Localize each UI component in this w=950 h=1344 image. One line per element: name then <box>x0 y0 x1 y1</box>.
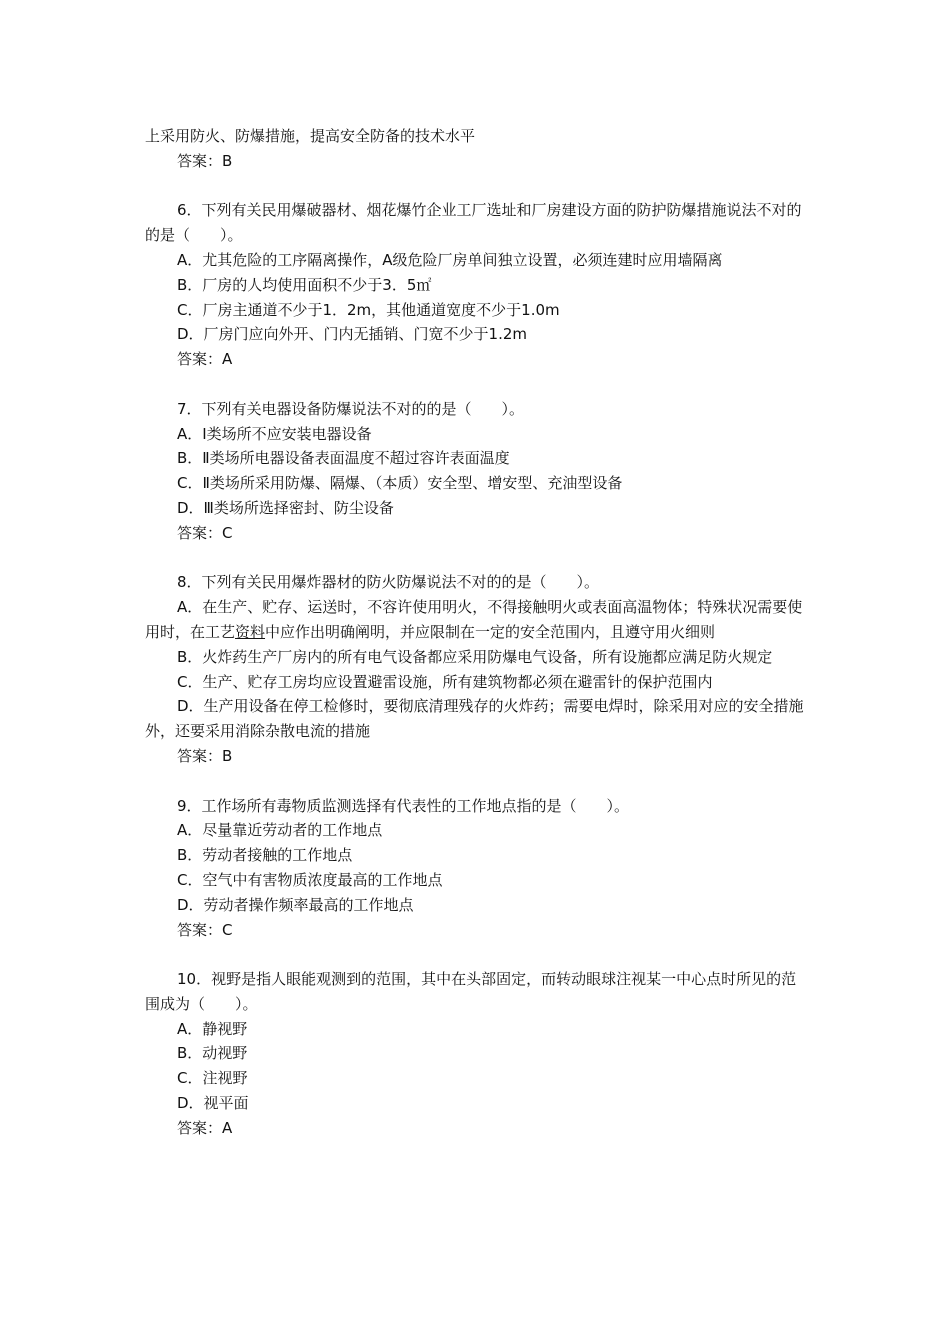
option-d: D．Ⅲ类场所选择密封、防尘设备 <box>177 498 394 517</box>
option-d: D．劳动者操作频率最高的工作地点 <box>177 895 414 914</box>
option-b: B．火炸药生产厂房内的所有电气设备都应采用防爆电气设备，所有设施都应满足防火规定 <box>177 647 773 666</box>
option-a-text-end: 中应作出明确阐明，并应限制在一定的安全范围内，且遵守用火细则 <box>265 622 716 641</box>
answer: 答案：C <box>177 920 233 939</box>
prev-question-answer: 答案：B <box>177 151 233 170</box>
option-c: C．注视野 <box>177 1069 248 1088</box>
question-6 <box>145 198 805 372</box>
document-page <box>145 124 805 1141</box>
question-8 <box>145 570 805 768</box>
spacer <box>145 372 805 397</box>
question-stem: 10．视野是指人眼能观测到的范围，其中在头部固定，而转动眼球注视某一中心点时所见的范围成为（ ）。 <box>145 970 797 1013</box>
spacer <box>145 769 805 794</box>
answer: 答案：B <box>177 746 233 765</box>
option-b: B．动视野 <box>177 1044 248 1063</box>
question-stem: 8．下列有关民用爆炸器材的防火防爆说法不对的的是（ ）。 <box>177 573 600 592</box>
option-a: A．静视野 <box>177 1019 248 1038</box>
option-a: A．I类场所不应安装电器设备 <box>177 424 372 443</box>
option-b: B．厂房的人均使用面积不少于3．5㎡ <box>177 275 432 294</box>
option-a-text-start: A．在生产、贮存、运送时，不容许使用明火，不得接触明火或表面高温物体；特殊状况需要使用时，在工艺 <box>145 598 803 641</box>
spacer <box>145 942 805 967</box>
question-9 <box>145 794 805 943</box>
answer: 答案：A <box>177 1118 233 1137</box>
question-stem: 9．工作场所有毒物质监测选择有代表性的工作地点指的是（ ）。 <box>177 796 630 815</box>
answer: 答案：A <box>177 350 233 369</box>
question-7 <box>145 397 805 546</box>
materials-link[interactable]: 资料 <box>235 622 266 641</box>
prev-question-tail: 上采用防火、防爆措施，提高安全防备的技术水平 <box>145 127 476 145</box>
option-d: D．生产用设备在停工检修时，要彻底清理残存的火炸药；需要电焊时，除采用对应的安全措施外，还要采用消除杂散电流的措施 <box>145 697 804 741</box>
option-d: D．视平面 <box>177 1094 249 1113</box>
option-d: D．厂房门应向外开、门内无插销、门宽不少于1.2m <box>177 325 528 344</box>
question-stem: 7．下列有关电器设备防爆说法不对的的是（ ）。 <box>177 399 525 418</box>
spacer <box>145 546 805 571</box>
spacer <box>145 174 805 199</box>
option-a: A．尤其危险的工序隔离操作，A级危险厂房单间独立设置，必须连建时应用墙隔离 <box>177 250 723 269</box>
answer: 答案：C <box>177 523 233 542</box>
option-c: C．Ⅱ类场所采用防爆、隔爆、（本质）安全型、增安型、充油型设备 <box>177 474 623 493</box>
option-a <box>145 595 805 645</box>
question-stem: 6．下列有关民用爆破器材、烟花爆竹企业工厂选址和厂房建设方面的防护防爆措施说法不对的的是（ ）。 <box>145 201 802 245</box>
option-b: B．劳动者接触的工作地点 <box>177 846 353 865</box>
option-c: C．厂房主通道不少于1．2m，其他通道宽度不少于1.0m <box>177 300 560 319</box>
option-a: A．尽量靠近劳动者的工作地点 <box>177 821 383 840</box>
option-b: B．Ⅱ类场所电器设备表面温度不超过容许表面温度 <box>177 449 510 468</box>
option-c: C．生产、贮存工房均应设置避雷设施，所有建筑物都必须在避雷针的保护范围内 <box>177 672 713 691</box>
question-10 <box>145 967 805 1141</box>
option-c: C．空气中有害物质浓度最高的工作地点 <box>177 870 443 889</box>
